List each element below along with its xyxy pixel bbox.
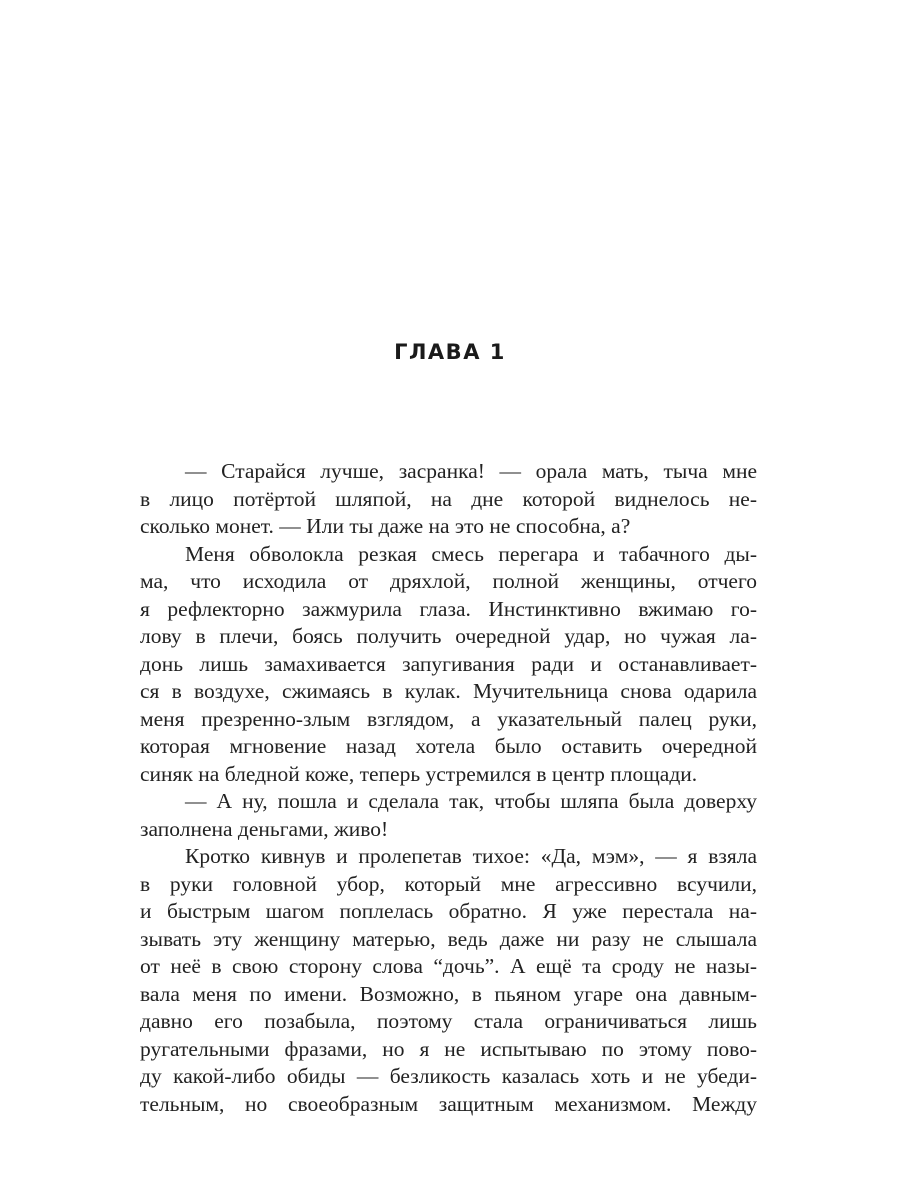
text-line: — Старайся лучше, засранка! — орала мать, тыча мне [185, 459, 757, 483]
text-line: ся в воздухе, сжимаясь в кулак. Мучительница снова одарила [140, 679, 757, 703]
text-line: синяк на бледной коже, теперь устремился в центр площади. [140, 761, 698, 786]
text-line: в лицо потёртой шляпой, на дне которой виднелось не- [140, 486, 757, 511]
text-line: и быстрым шагом поплелась обратно. Я уже перестала на- [140, 899, 757, 923]
text-line: донь лишь замахивается запугивания ради и останавливает- [140, 651, 757, 676]
paragraph [140, 541, 757, 789]
text-line: вала меня по имени. Возможно, в пьяном угаре она давным- [140, 981, 757, 1006]
text-line: Кротко кивнув и пролепетав тихое: «Да, мэм», — я взяла [185, 844, 757, 868]
text-line: давно его позабыла, поэтому стала ограничиваться лишь [140, 1009, 757, 1033]
paragraph [140, 788, 757, 843]
text-line: заполнена деньгами, живо! [140, 816, 389, 841]
text-line: ругательными фразами, но я не испытываю по этому пово- [140, 1036, 757, 1061]
text-line: зывать эту женщину матерью, ведь даже ни разу не слышала [140, 926, 757, 951]
text-line: я рефлекторно зажмурила глаза. Инстинктивно вжимаю го- [140, 596, 757, 621]
text-line: ду какой-либо обиды — безликость казалась хоть и не убеди- [140, 1064, 757, 1088]
chapter-body [140, 458, 757, 1118]
text-line: в руки головной убор, который мне агрессивно всучили, [140, 871, 757, 896]
text-line: сколько монет. — Или ты даже на это не способна, а? [140, 514, 631, 538]
chapter-title: ГЛАВА 1 [394, 340, 506, 364]
paragraph [140, 458, 757, 541]
text-line: ма, что исходила от дряхлой, полной женщины, отчего [140, 569, 757, 593]
text-line: тельным, но своеобразным защитным механизмом. Между [140, 1091, 757, 1116]
text-line: от неё в свою сторону слова “дочь”. А ещё та сроду не назы- [140, 954, 757, 978]
text-line: лову в плечи, боясь получить очередной удар, но чужая ла- [140, 624, 757, 648]
text-line: меня презренно-злым взглядом, а указательный палец руки, [140, 706, 757, 731]
paragraph [140, 843, 757, 1118]
text-line: — А ну, пошла и сделала так, чтобы шляпа была доверху [185, 789, 757, 813]
text-line: Меня обволокла резкая смесь перегара и табачного ды- [185, 541, 757, 566]
text-line: которая мгновение назад хотела было оставить очередной [140, 734, 757, 758]
